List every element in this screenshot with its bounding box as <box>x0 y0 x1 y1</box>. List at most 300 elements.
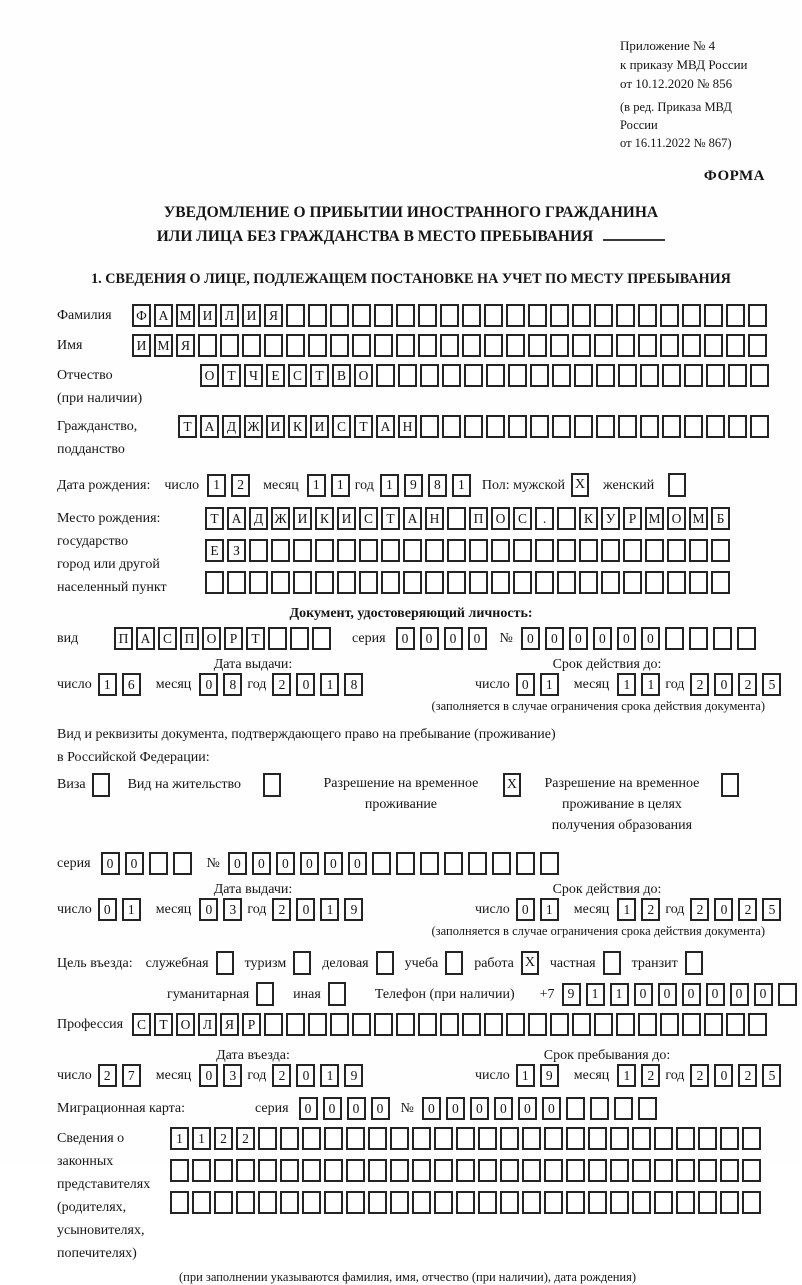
purpose-transit-checkbox[interactable] <box>685 951 703 975</box>
char-cell[interactable] <box>737 627 756 650</box>
char-cell[interactable]: 0 <box>276 852 295 875</box>
char-cell[interactable] <box>440 304 459 327</box>
char-cell[interactable]: С <box>359 507 378 530</box>
char-cell[interactable]: 2 <box>738 898 757 921</box>
char-cell[interactable] <box>280 1127 299 1150</box>
char-cell[interactable] <box>513 571 532 594</box>
char-cell[interactable] <box>368 1127 387 1150</box>
char-cell[interactable] <box>574 415 593 438</box>
char-cell[interactable] <box>330 1013 349 1036</box>
char-cell[interactable]: 1 <box>320 1064 339 1087</box>
char-cell[interactable] <box>596 364 615 387</box>
char-cell[interactable]: 1 <box>452 474 471 497</box>
char-cell[interactable] <box>684 415 703 438</box>
char-cell[interactable] <box>249 539 268 562</box>
char-cell[interactable] <box>478 1191 497 1214</box>
char-cell[interactable]: 0 <box>199 898 218 921</box>
char-cell[interactable]: Т <box>222 364 241 387</box>
char-cell[interactable] <box>544 1191 563 1214</box>
char-cell[interactable] <box>682 334 701 357</box>
char-cell[interactable]: Л <box>220 304 239 327</box>
char-cell[interactable]: Е <box>266 364 285 387</box>
char-cell[interactable]: Т <box>178 415 197 438</box>
char-cell[interactable]: 0 <box>444 627 463 650</box>
char-cell[interactable]: Д <box>249 507 268 530</box>
char-cell[interactable]: 2 <box>641 898 660 921</box>
char-cell[interactable] <box>508 415 527 438</box>
char-cell[interactable] <box>616 304 635 327</box>
char-cell[interactable] <box>173 852 192 875</box>
char-cell[interactable] <box>412 1127 431 1150</box>
char-cell[interactable] <box>698 1191 717 1214</box>
char-cell[interactable] <box>508 364 527 387</box>
char-cell[interactable] <box>258 1159 277 1182</box>
char-cell[interactable]: А <box>200 415 219 438</box>
char-cell[interactable] <box>638 334 657 357</box>
char-cell[interactable] <box>324 1159 343 1182</box>
char-cell[interactable] <box>750 364 769 387</box>
char-cell[interactable] <box>638 1097 657 1120</box>
char-cell[interactable] <box>440 1013 459 1036</box>
char-cell[interactable]: 0 <box>730 983 749 1006</box>
char-cell[interactable]: 8 <box>428 474 447 497</box>
char-cell[interactable] <box>572 1013 591 1036</box>
char-cell[interactable]: 1 <box>170 1127 189 1150</box>
char-cell[interactable] <box>728 415 747 438</box>
char-cell[interactable]: 0 <box>396 627 415 650</box>
purpose-tourism-checkbox[interactable] <box>293 951 311 975</box>
char-cell[interactable] <box>588 1159 607 1182</box>
char-cell[interactable] <box>689 627 708 650</box>
char-cell[interactable]: 0 <box>422 1097 441 1120</box>
char-cell[interactable] <box>280 1191 299 1214</box>
visa-checkbox[interactable] <box>92 773 110 797</box>
char-cell[interactable] <box>390 1159 409 1182</box>
char-cell[interactable] <box>557 571 576 594</box>
char-cell[interactable] <box>469 571 488 594</box>
char-cell[interactable] <box>486 364 505 387</box>
char-cell[interactable]: А <box>376 415 395 438</box>
char-cell[interactable]: Я <box>220 1013 239 1036</box>
char-cell[interactable]: С <box>158 627 177 650</box>
char-cell[interactable] <box>220 334 239 357</box>
char-cell[interactable] <box>506 1013 525 1036</box>
char-cell[interactable]: 9 <box>540 1064 559 1087</box>
char-cell[interactable]: 1 <box>320 673 339 696</box>
char-cell[interactable]: Ф <box>132 304 151 327</box>
char-cell[interactable] <box>667 539 686 562</box>
char-cell[interactable] <box>640 415 659 438</box>
purpose-work-checkbox[interactable]: X <box>521 951 539 975</box>
char-cell[interactable] <box>632 1159 651 1182</box>
char-cell[interactable]: 0 <box>754 983 773 1006</box>
char-cell[interactable]: 0 <box>494 1097 513 1120</box>
char-cell[interactable] <box>205 571 224 594</box>
char-cell[interactable]: 0 <box>593 627 612 650</box>
char-cell[interactable]: И <box>242 304 261 327</box>
char-cell[interactable] <box>346 1191 365 1214</box>
char-cell[interactable] <box>236 1159 255 1182</box>
char-cell[interactable] <box>632 1127 651 1150</box>
char-cell[interactable] <box>632 1191 651 1214</box>
char-cell[interactable]: 0 <box>682 983 701 1006</box>
char-cell[interactable] <box>720 1127 739 1150</box>
char-cell[interactable]: М <box>154 334 173 357</box>
char-cell[interactable] <box>566 1159 585 1182</box>
char-cell[interactable]: И <box>337 507 356 530</box>
char-cell[interactable]: 0 <box>569 627 588 650</box>
char-cell[interactable] <box>728 364 747 387</box>
char-cell[interactable] <box>368 1159 387 1182</box>
char-cell[interactable] <box>706 415 725 438</box>
char-cell[interactable] <box>412 1159 431 1182</box>
char-cell[interactable]: 0 <box>617 627 636 650</box>
char-cell[interactable]: 0 <box>323 1097 342 1120</box>
char-cell[interactable] <box>478 1127 497 1150</box>
char-cell[interactable] <box>720 1159 739 1182</box>
char-cell[interactable] <box>574 364 593 387</box>
char-cell[interactable]: Ч <box>244 364 263 387</box>
char-cell[interactable]: Б <box>711 507 730 530</box>
char-cell[interactable] <box>308 304 327 327</box>
purpose-private-checkbox[interactable] <box>603 951 621 975</box>
char-cell[interactable]: З <box>227 539 246 562</box>
char-cell[interactable] <box>447 539 466 562</box>
char-cell[interactable] <box>396 1013 415 1036</box>
char-cell[interactable]: И <box>198 304 217 327</box>
char-cell[interactable]: П <box>469 507 488 530</box>
char-cell[interactable] <box>698 1159 717 1182</box>
char-cell[interactable] <box>588 1127 607 1150</box>
char-cell[interactable] <box>742 1127 761 1150</box>
female-checkbox[interactable] <box>668 473 686 497</box>
purpose-official-checkbox[interactable] <box>216 951 234 975</box>
char-cell[interactable] <box>464 415 483 438</box>
char-cell[interactable]: И <box>266 415 285 438</box>
char-cell[interactable] <box>748 1013 767 1036</box>
char-cell[interactable]: 2 <box>690 1064 709 1087</box>
char-cell[interactable] <box>403 571 422 594</box>
char-cell[interactable] <box>352 1013 371 1036</box>
char-cell[interactable] <box>368 1191 387 1214</box>
char-cell[interactable]: 0 <box>324 852 343 875</box>
char-cell[interactable] <box>374 334 393 357</box>
char-cell[interactable] <box>315 539 334 562</box>
char-cell[interactable]: К <box>288 415 307 438</box>
char-cell[interactable]: 1 <box>207 474 226 497</box>
char-cell[interactable]: 5 <box>762 673 781 696</box>
char-cell[interactable] <box>434 1127 453 1150</box>
char-cell[interactable]: Т <box>246 627 265 650</box>
purpose-study-checkbox[interactable] <box>445 951 463 975</box>
char-cell[interactable]: Л <box>198 1013 217 1036</box>
char-cell[interactable] <box>594 304 613 327</box>
char-cell[interactable]: 1 <box>380 474 399 497</box>
char-cell[interactable] <box>170 1159 189 1182</box>
char-cell[interactable] <box>434 1159 453 1182</box>
char-cell[interactable]: 0 <box>348 852 367 875</box>
char-cell[interactable]: И <box>132 334 151 357</box>
char-cell[interactable]: Д <box>222 415 241 438</box>
char-cell[interactable]: С <box>132 1013 151 1036</box>
char-cell[interactable]: У <box>601 507 620 530</box>
char-cell[interactable] <box>484 304 503 327</box>
char-cell[interactable] <box>522 1159 541 1182</box>
char-cell[interactable]: Я <box>176 334 195 357</box>
char-cell[interactable] <box>324 1127 343 1150</box>
char-cell[interactable]: Ж <box>271 507 290 530</box>
char-cell[interactable] <box>596 415 615 438</box>
char-cell[interactable] <box>420 415 439 438</box>
char-cell[interactable] <box>302 1159 321 1182</box>
char-cell[interactable] <box>566 1127 585 1150</box>
char-cell[interactable] <box>359 571 378 594</box>
char-cell[interactable] <box>308 1013 327 1036</box>
char-cell[interactable] <box>665 627 684 650</box>
char-cell[interactable]: 0 <box>518 1097 537 1120</box>
char-cell[interactable] <box>398 364 417 387</box>
char-cell[interactable] <box>579 571 598 594</box>
char-cell[interactable]: 0 <box>296 898 315 921</box>
char-cell[interactable] <box>293 571 312 594</box>
char-cell[interactable] <box>748 334 767 357</box>
char-cell[interactable]: 8 <box>344 673 363 696</box>
char-cell[interactable] <box>513 539 532 562</box>
char-cell[interactable] <box>528 1013 547 1036</box>
char-cell[interactable]: 1 <box>617 898 636 921</box>
purpose-business-checkbox[interactable] <box>376 951 394 975</box>
char-cell[interactable] <box>601 571 620 594</box>
char-cell[interactable]: 1 <box>617 1064 636 1087</box>
char-cell[interactable]: 0 <box>545 627 564 650</box>
char-cell[interactable] <box>540 852 559 875</box>
char-cell[interactable] <box>645 571 664 594</box>
char-cell[interactable]: Я <box>264 304 283 327</box>
char-cell[interactable] <box>550 304 569 327</box>
char-cell[interactable] <box>198 334 217 357</box>
char-cell[interactable] <box>594 1013 613 1036</box>
char-cell[interactable] <box>506 304 525 327</box>
char-cell[interactable]: 0 <box>521 627 540 650</box>
char-cell[interactable] <box>227 571 246 594</box>
char-cell[interactable]: 2 <box>641 1064 660 1087</box>
char-cell[interactable] <box>491 539 510 562</box>
char-cell[interactable]: О <box>200 364 219 387</box>
char-cell[interactable] <box>381 539 400 562</box>
char-cell[interactable]: 6 <box>122 673 141 696</box>
char-cell[interactable] <box>778 983 797 1006</box>
char-cell[interactable] <box>280 1159 299 1182</box>
char-cell[interactable] <box>748 304 767 327</box>
char-cell[interactable]: И <box>293 507 312 530</box>
char-cell[interactable] <box>442 415 461 438</box>
char-cell[interactable] <box>711 571 730 594</box>
char-cell[interactable]: 0 <box>199 673 218 696</box>
char-cell[interactable]: О <box>667 507 686 530</box>
char-cell[interactable] <box>396 304 415 327</box>
char-cell[interactable] <box>566 1191 585 1214</box>
char-cell[interactable]: 0 <box>296 673 315 696</box>
char-cell[interactable] <box>640 364 659 387</box>
char-cell[interactable]: О <box>491 507 510 530</box>
char-cell[interactable]: 0 <box>446 1097 465 1120</box>
char-cell[interactable] <box>312 627 331 650</box>
char-cell[interactable] <box>618 364 637 387</box>
char-cell[interactable] <box>286 334 305 357</box>
char-cell[interactable]: 0 <box>371 1097 390 1120</box>
char-cell[interactable] <box>614 1097 633 1120</box>
char-cell[interactable] <box>528 304 547 327</box>
char-cell[interactable]: 2 <box>272 1064 291 1087</box>
char-cell[interactable] <box>660 334 679 357</box>
char-cell[interactable] <box>530 415 549 438</box>
char-cell[interactable] <box>566 1097 585 1120</box>
char-cell[interactable] <box>447 507 466 530</box>
char-cell[interactable]: 1 <box>331 474 350 497</box>
char-cell[interactable] <box>720 1191 739 1214</box>
char-cell[interactable] <box>500 1191 519 1214</box>
char-cell[interactable]: Т <box>354 415 373 438</box>
char-cell[interactable] <box>676 1159 695 1182</box>
char-cell[interactable] <box>486 415 505 438</box>
char-cell[interactable] <box>706 364 725 387</box>
char-cell[interactable]: 0 <box>714 898 733 921</box>
char-cell[interactable]: 2 <box>231 474 250 497</box>
char-cell[interactable] <box>726 334 745 357</box>
char-cell[interactable] <box>550 334 569 357</box>
char-cell[interactable]: 0 <box>468 627 487 650</box>
char-cell[interactable]: 1 <box>540 898 559 921</box>
char-cell[interactable] <box>750 415 769 438</box>
char-cell[interactable]: 2 <box>272 673 291 696</box>
char-cell[interactable] <box>660 304 679 327</box>
char-cell[interactable] <box>742 1159 761 1182</box>
char-cell[interactable]: 0 <box>296 1064 315 1087</box>
char-cell[interactable] <box>359 539 378 562</box>
char-cell[interactable]: П <box>114 627 133 650</box>
char-cell[interactable]: 9 <box>404 474 423 497</box>
char-cell[interactable]: С <box>513 507 532 530</box>
char-cell[interactable] <box>374 304 393 327</box>
char-cell[interactable] <box>682 1013 701 1036</box>
char-cell[interactable] <box>610 1159 629 1182</box>
char-cell[interactable]: Р <box>242 1013 261 1036</box>
char-cell[interactable]: О <box>202 627 221 650</box>
char-cell[interactable] <box>484 1013 503 1036</box>
char-cell[interactable] <box>242 334 261 357</box>
char-cell[interactable] <box>742 1191 761 1214</box>
char-cell[interactable] <box>654 1191 673 1214</box>
char-cell[interactable] <box>456 1127 475 1150</box>
char-cell[interactable]: Т <box>310 364 329 387</box>
char-cell[interactable] <box>506 334 525 357</box>
char-cell[interactable] <box>271 571 290 594</box>
char-cell[interactable]: 0 <box>714 1064 733 1087</box>
char-cell[interactable] <box>396 852 415 875</box>
char-cell[interactable]: Н <box>425 507 444 530</box>
char-cell[interactable] <box>330 334 349 357</box>
char-cell[interactable] <box>535 539 554 562</box>
char-cell[interactable] <box>478 1159 497 1182</box>
char-cell[interactable]: 0 <box>714 673 733 696</box>
char-cell[interactable] <box>638 304 657 327</box>
char-cell[interactable]: 2 <box>738 673 757 696</box>
char-cell[interactable]: 2 <box>214 1127 233 1150</box>
char-cell[interactable]: 0 <box>300 852 319 875</box>
char-cell[interactable] <box>264 334 283 357</box>
char-cell[interactable]: 2 <box>272 898 291 921</box>
char-cell[interactable] <box>623 539 642 562</box>
char-cell[interactable] <box>390 1127 409 1150</box>
char-cell[interactable] <box>420 852 439 875</box>
char-cell[interactable]: Р <box>623 507 642 530</box>
char-cell[interactable] <box>689 539 708 562</box>
char-cell[interactable]: К <box>315 507 334 530</box>
char-cell[interactable]: 3 <box>223 1064 242 1087</box>
char-cell[interactable] <box>456 1159 475 1182</box>
char-cell[interactable] <box>418 1013 437 1036</box>
char-cell[interactable]: 7 <box>122 1064 141 1087</box>
char-cell[interactable] <box>337 571 356 594</box>
char-cell[interactable] <box>302 1191 321 1214</box>
char-cell[interactable]: 0 <box>101 852 120 875</box>
char-cell[interactable] <box>346 1127 365 1150</box>
purpose-other-checkbox[interactable] <box>328 982 346 1006</box>
char-cell[interactable]: . <box>535 507 554 530</box>
char-cell[interactable]: 2 <box>236 1127 255 1150</box>
char-cell[interactable]: 0 <box>125 852 144 875</box>
char-cell[interactable] <box>302 1127 321 1150</box>
char-cell[interactable]: Ж <box>244 415 263 438</box>
char-cell[interactable] <box>192 1159 211 1182</box>
char-cell[interactable] <box>654 1127 673 1150</box>
char-cell[interactable]: А <box>403 507 422 530</box>
char-cell[interactable]: А <box>136 627 155 650</box>
char-cell[interactable] <box>667 571 686 594</box>
temp-residence-checkbox[interactable]: X <box>503 773 521 797</box>
char-cell[interactable] <box>442 364 461 387</box>
char-cell[interactable] <box>258 1191 277 1214</box>
char-cell[interactable] <box>308 334 327 357</box>
char-cell[interactable] <box>214 1191 233 1214</box>
char-cell[interactable] <box>557 539 576 562</box>
char-cell[interactable]: 1 <box>307 474 326 497</box>
char-cell[interactable] <box>440 334 459 357</box>
char-cell[interactable]: 0 <box>658 983 677 1006</box>
char-cell[interactable] <box>286 304 305 327</box>
char-cell[interactable] <box>676 1127 695 1150</box>
char-cell[interactable] <box>572 304 591 327</box>
char-cell[interactable] <box>616 1013 635 1036</box>
char-cell[interactable] <box>530 364 549 387</box>
char-cell[interactable] <box>704 334 723 357</box>
char-cell[interactable]: 1 <box>610 983 629 1006</box>
char-cell[interactable]: 9 <box>562 983 581 1006</box>
char-cell[interactable] <box>601 539 620 562</box>
char-cell[interactable] <box>588 1191 607 1214</box>
char-cell[interactable]: А <box>227 507 246 530</box>
char-cell[interactable] <box>352 334 371 357</box>
char-cell[interactable]: 2 <box>690 898 709 921</box>
char-cell[interactable]: 5 <box>762 898 781 921</box>
char-cell[interactable] <box>711 539 730 562</box>
char-cell[interactable] <box>214 1159 233 1182</box>
char-cell[interactable] <box>264 1013 283 1036</box>
char-cell[interactable]: 1 <box>617 673 636 696</box>
char-cell[interactable] <box>403 539 422 562</box>
char-cell[interactable] <box>420 364 439 387</box>
char-cell[interactable] <box>660 1013 679 1036</box>
